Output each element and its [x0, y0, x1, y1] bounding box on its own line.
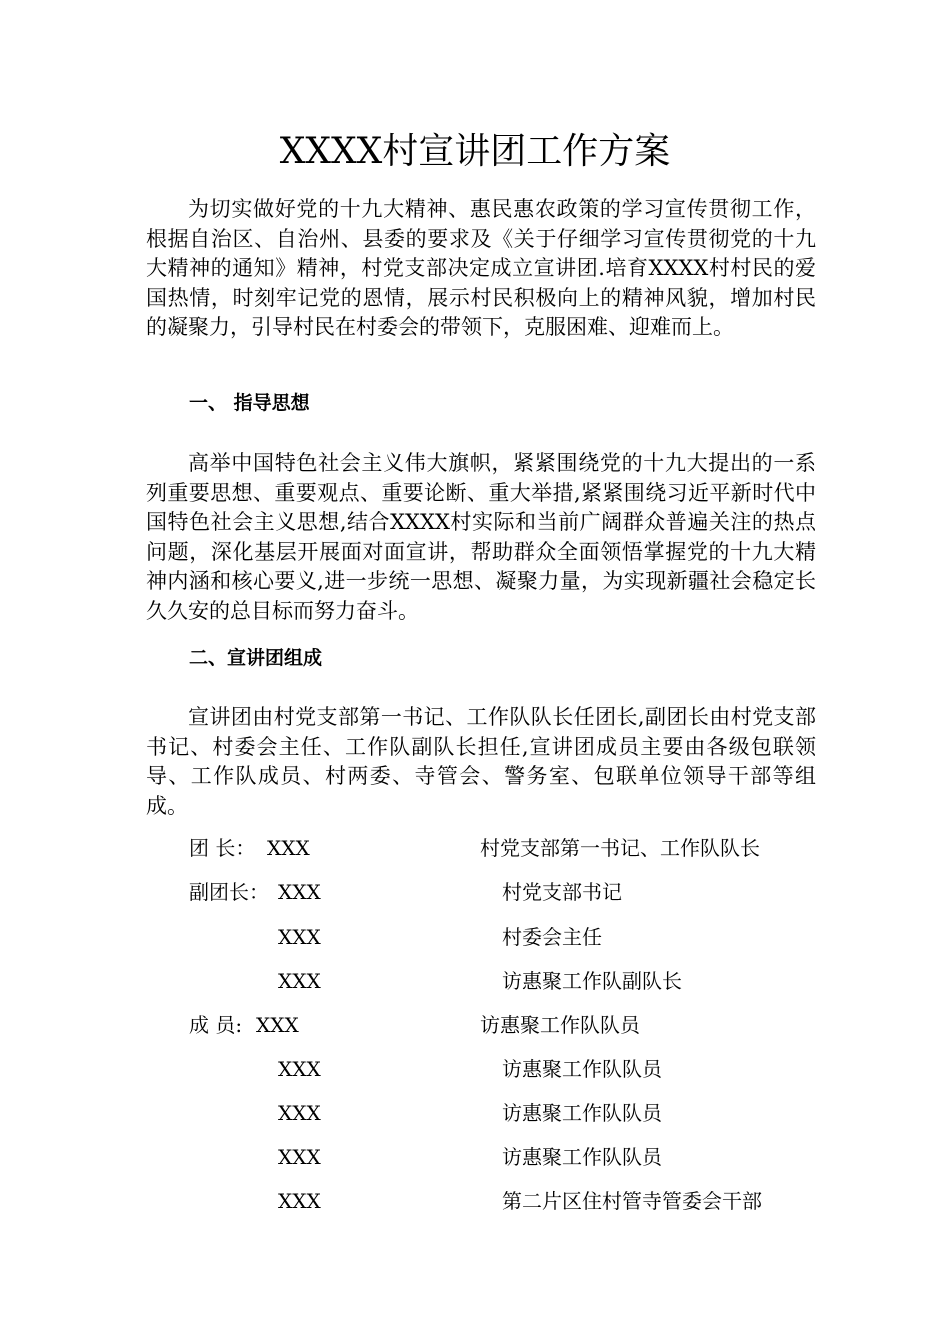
member-label: 副团长：: [189, 880, 269, 904]
member-name: XXX: [267, 836, 310, 860]
member-row: [0, 833, 950, 863]
member-row: [0, 1010, 950, 1040]
team-composition-paragraph: 宣讲团由村党支部第一书记、工作队队长任团长,副团长由村党支部书记、村委会主任、工作队副队长担任,宣讲团成员主要由各级包联领导、工作队成员、村两委、寺管会、警务室、包联单位领导干部等组成。: [146, 705, 816, 818]
member-row: [0, 1054, 950, 1084]
member-role: 村委会主任: [502, 925, 602, 949]
member-role: 访惠聚工作队队员: [480, 1013, 640, 1037]
member-name: XXX: [278, 1101, 321, 1125]
member-role: 村党支部第一书记、工作队队长: [480, 836, 760, 860]
section-heading-team-composition: 二、宣讲团组成: [189, 647, 323, 669]
member-name: XXX: [278, 925, 321, 949]
member-role: 访惠聚工作队队员: [502, 1057, 662, 1081]
member-role: 第二片区住村管寺管委会干部: [502, 1189, 762, 1213]
guiding-ideology-paragraph: 高举中国特色社会主义伟大旗帜，紧紧围绕党的十九大提出的一系列重要思想、重要观点、重要论断、重大举措,紧紧围绕习近平新时代中国特色社会主义思想,结合XXXX村实际和当前广阔群众普遍关注的热点问题，深化基层开展面对面宣讲，帮助群众全面领悟掌握党的十九大精神内涵和核心要义,进一步统一思想、凝聚力量，为实现新疆社会稳定长久久安的总目标而努力奋斗。: [146, 451, 816, 623]
member-row: [0, 1142, 950, 1172]
member-name: XXX: [278, 1189, 321, 1213]
member-label: 成 员:: [189, 1013, 243, 1037]
member-row: [0, 966, 950, 996]
member-role: 访惠聚工作队队员: [502, 1101, 662, 1125]
member-role: 访惠聚工作队队员: [502, 1145, 662, 1169]
member-name: XXX: [278, 1145, 321, 1169]
member-row: [0, 922, 950, 952]
member-name: XXX: [256, 1013, 299, 1037]
member-role: 访惠聚工作队副队长: [502, 969, 682, 993]
section-heading-guiding-ideology: 一、 指导思想: [189, 392, 310, 414]
member-label: 团 长：: [189, 836, 256, 860]
member-name: XXX: [278, 1057, 321, 1081]
member-role: 村党支部书记: [502, 880, 622, 904]
document-title: XXXX村宣讲团工作方案: [279, 131, 671, 172]
member-name: XXX: [278, 969, 321, 993]
member-row: [0, 1186, 950, 1216]
member-name: XXX: [278, 880, 321, 904]
member-row: [0, 1098, 950, 1128]
member-row: [0, 877, 950, 907]
intro-paragraph: 为切实做好党的十九大精神、惠民惠农政策的学习宣传贯彻工作，根据自治区、自治州、县委的要求及《关于仔细学习宣传贯彻党的十九大精神的通知》精神，村党支部决定成立宣讲团.培育XXXX村村民的爱国热情，时刻牢记党的恩情，展示村民积极向上的精神风貌，增加村民的凝聚力，引导村民在村委会的带领下，克服困难、迎难而上。: [146, 197, 816, 339]
